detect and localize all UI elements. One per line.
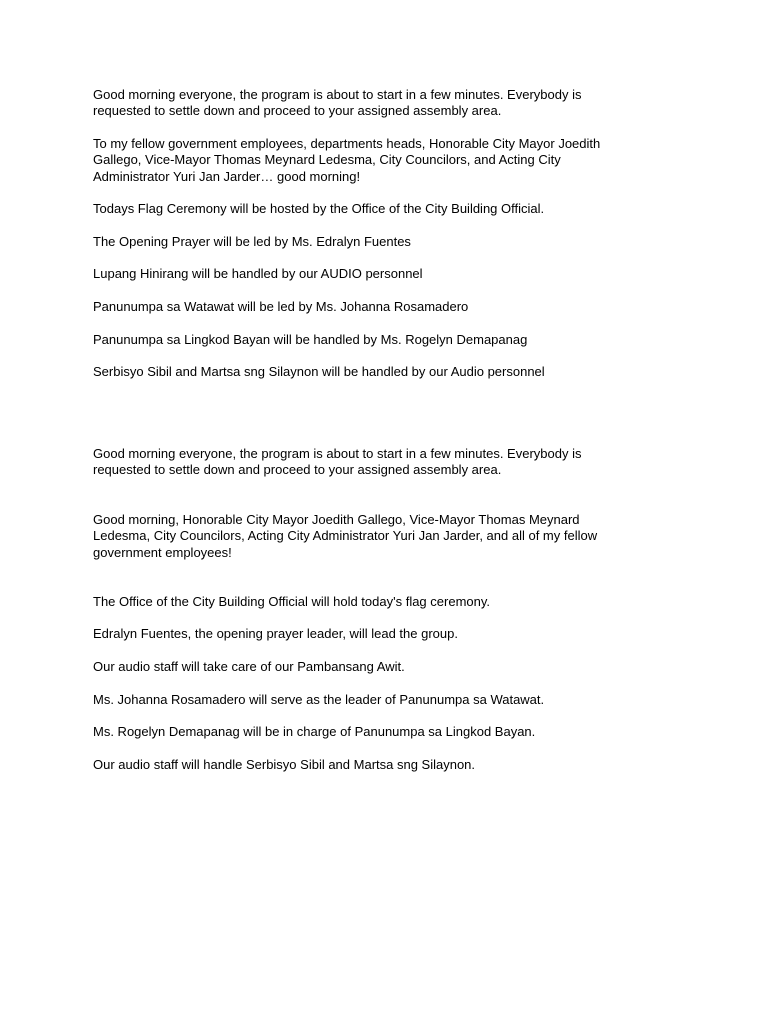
s2-greeting-paragraph: Good morning, Honorable City Mayor Joedith Gallego, Vice-Mayor Thomas Meynard Ledesma, City Councilors, Acting City Administrator Yuri Jan Jarder, and all of my fellow government employees!: [93, 512, 598, 560]
s1-host-paragraph: Todays Flag Ceremony will be hosted by the Office of the City Building Official.: [93, 201, 545, 216]
s2-panunumpa-lingkod-paragraph: Ms. Rogelyn Demapanag will be in charge of Panunumpa sa Lingkod Bayan.: [93, 724, 536, 739]
s2-opening-prayer-paragraph: Edralyn Fuentes, the opening prayer leader, will lead the group.: [93, 626, 458, 641]
s1-greeting-paragraph: To my fellow government employees, departments heads, Honorable City Mayor Joedith Gallego, Vice-Mayor Thomas Meynard Ledesma, City Councilors, and Acting City Administrator Yuri Jan Jarder… good morning!: [93, 136, 601, 184]
s2-intro-paragraph: Good morning everyone, the program is about to start in a few minutes. Everybody is requested to settle down and proceed to your assigned assembly area.: [93, 446, 582, 478]
s1-panunumpa-lingkod-paragraph: Panunumpa sa Lingkod Bayan will be handled by Ms. Rogelyn Demapanag: [93, 332, 528, 347]
s1-lupang-hinirang-paragraph: Lupang Hinirang will be handled by our AUDIO personnel: [93, 266, 423, 281]
s2-host-paragraph: The Office of the City Building Official will hold today's flag ceremony.: [93, 594, 491, 609]
s2-panunumpa-watawat-paragraph: Ms. Johanna Rosamadero will serve as the leader of Panunumpa sa Watawat.: [93, 692, 545, 707]
s1-opening-prayer-paragraph: The Opening Prayer will be led by Ms. Edralyn Fuentes: [93, 234, 411, 249]
s2-serbisyo-sibil-paragraph: Our audio staff will handle Serbisyo Sibil and Martsa sng Silaynon.: [93, 757, 476, 772]
s2-pambansang-awit-paragraph: Our audio staff will take care of our Pambansang Awit.: [93, 659, 405, 674]
s1-serbisyo-sibil-paragraph: Serbisyo Sibil and Martsa sng Silaynon will be handled by our Audio personnel: [93, 364, 545, 379]
s1-intro-paragraph: Good morning everyone, the program is about to start in a few minutes. Everybody is requested to settle down and proceed to your assigned assembly area.: [93, 87, 582, 119]
s1-panunumpa-watawat-paragraph: Panunumpa sa Watawat will be led by Ms. Johanna Rosamadero: [93, 299, 469, 314]
